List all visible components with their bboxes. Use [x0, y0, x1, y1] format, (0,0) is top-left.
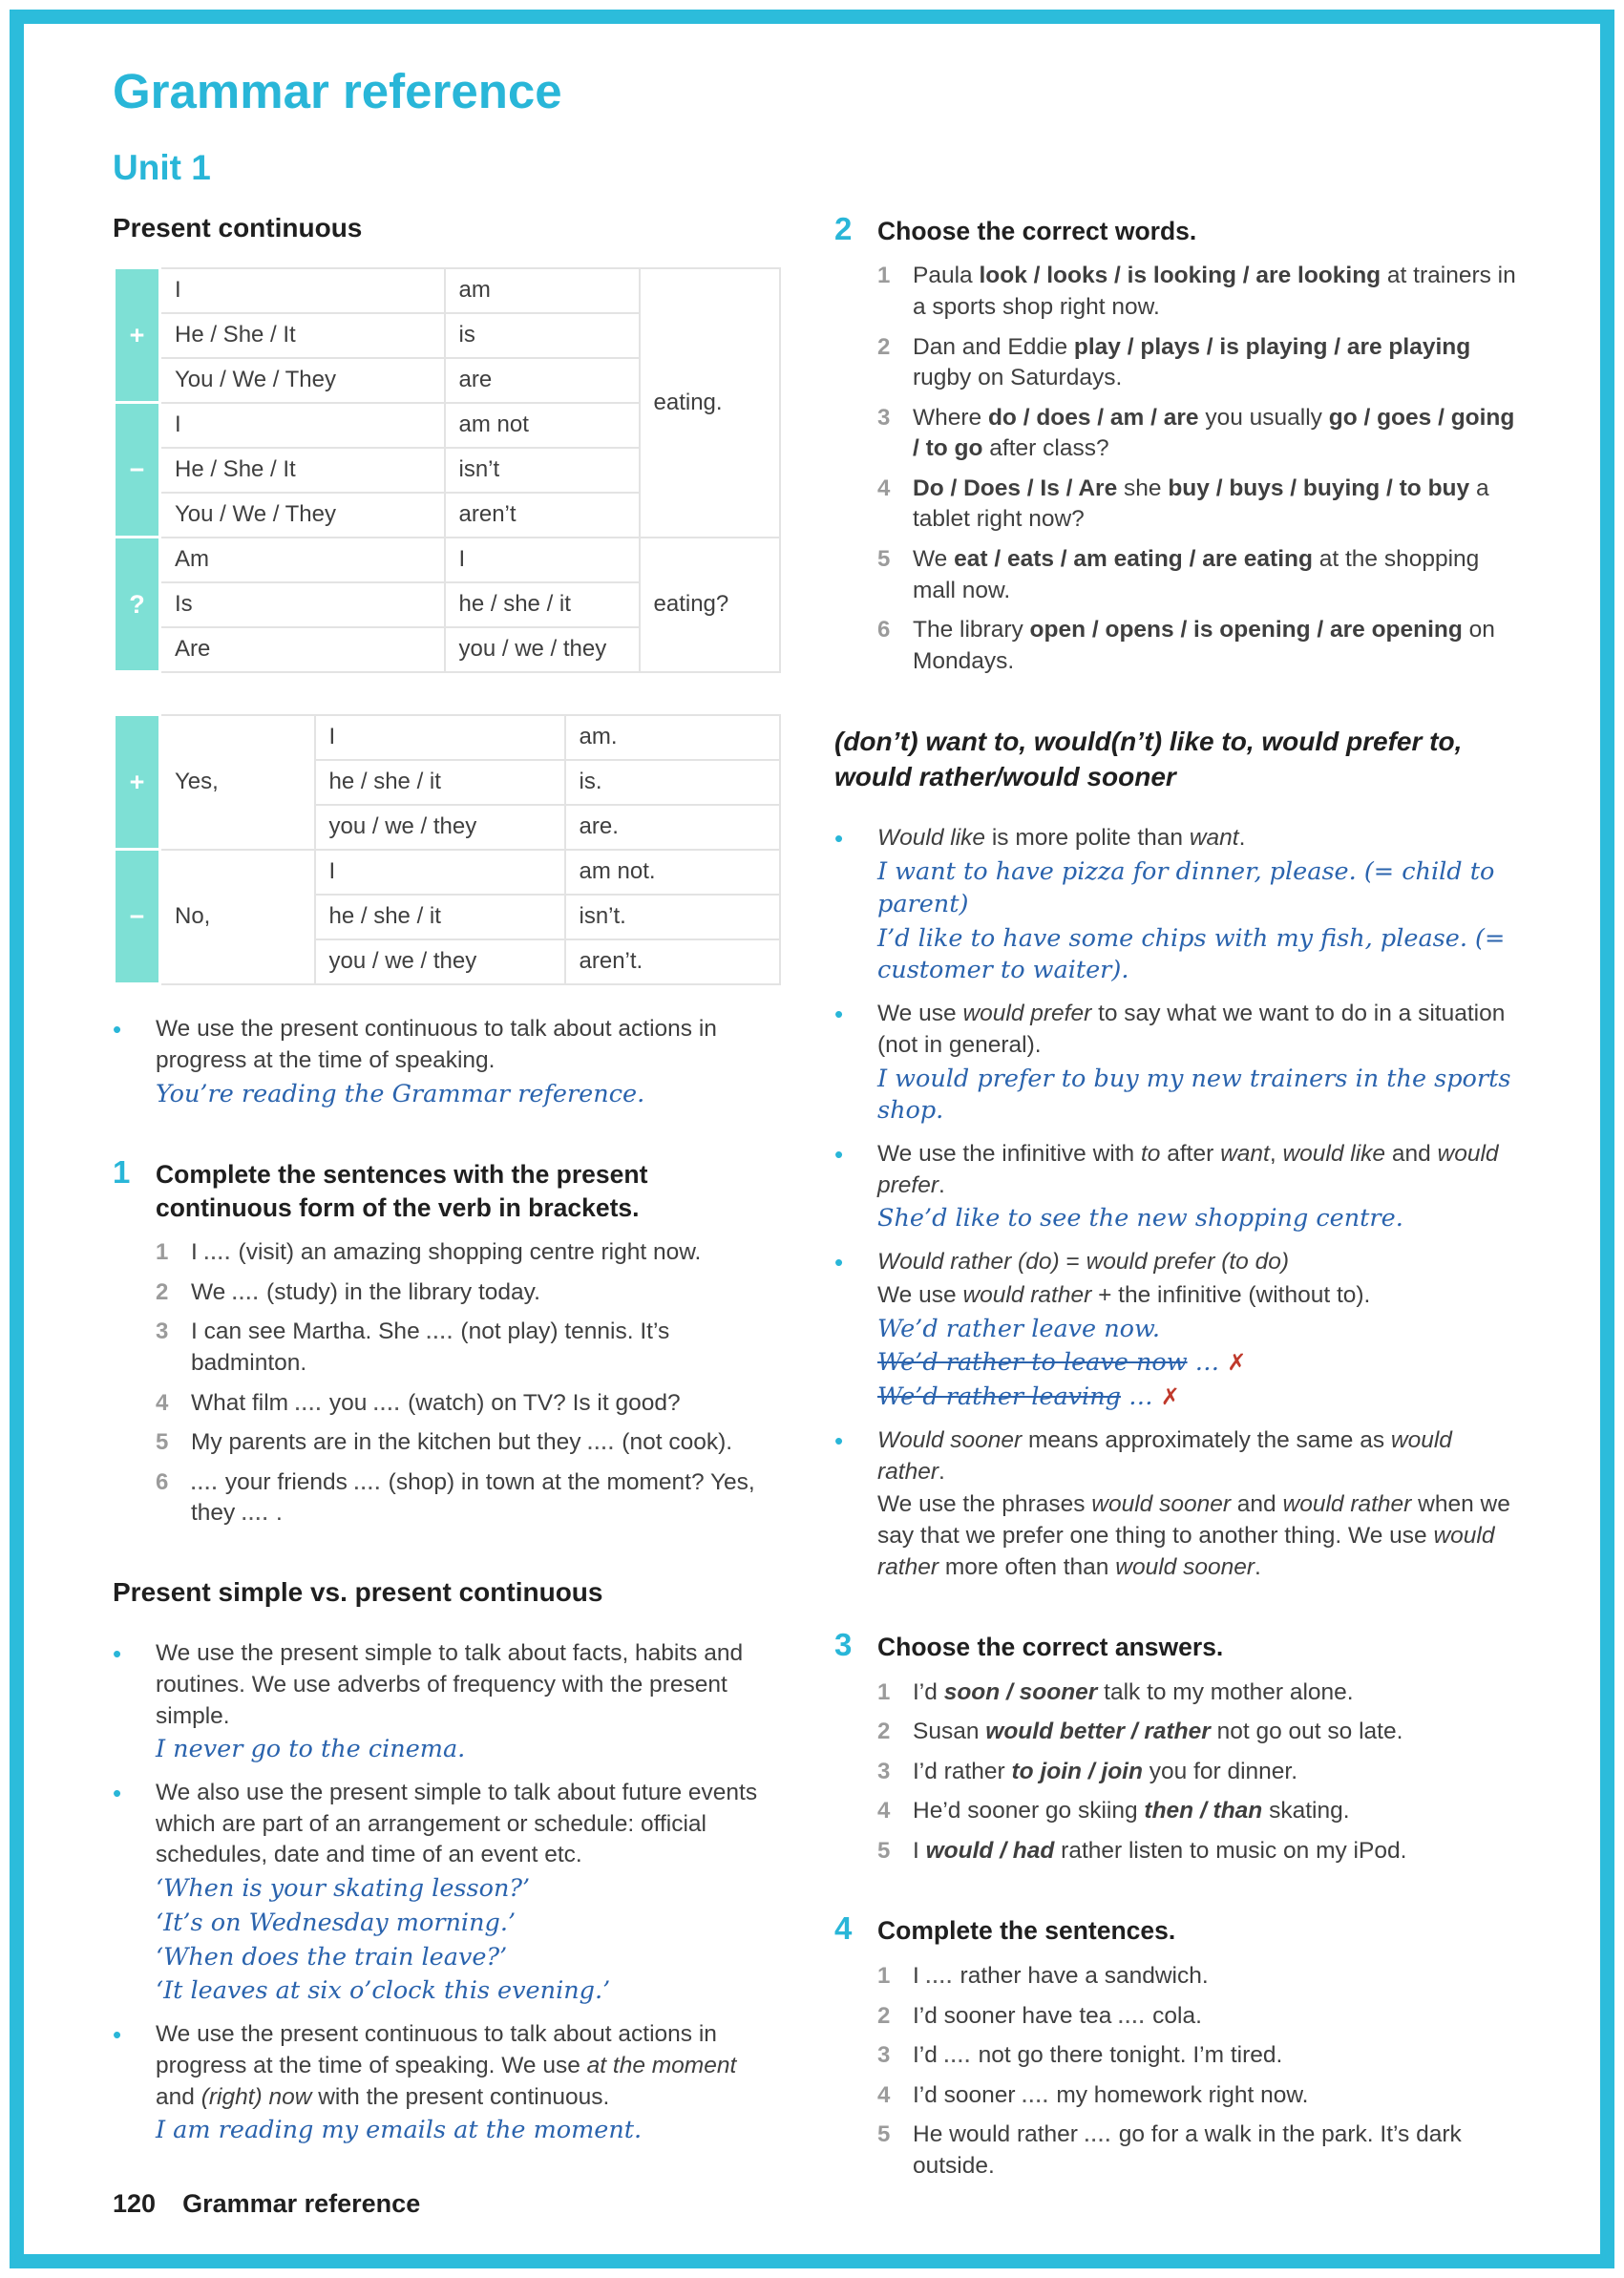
- table-cell: aren’t.: [565, 939, 781, 984]
- table-cell: I: [445, 538, 640, 582]
- footer-label: Grammar reference: [182, 2189, 421, 2218]
- section-present-simple-vs-continuous: Present simple vs. present continuous: [113, 1576, 603, 1607]
- section-present-continuous: Present continuous: [113, 213, 363, 243]
- exercise-item: 5 We eat / eats / am eating / are eating at the shopping mall now.: [877, 546, 1480, 603]
- page-number: 120: [113, 2189, 157, 2218]
- exercise-item: 5 My parents are in the kitchen but they .... (not cook).: [156, 1429, 733, 1456]
- table-row: [115, 715, 781, 760]
- note-examples: I want to have pizza for dinner, please. (= child to parent) I’d like to have some chips with my fish, please. (= customer to waiter).: [877, 856, 1506, 985]
- minus-symbol-cell: −: [115, 850, 160, 984]
- exercise-2: [834, 211, 1525, 677]
- note-examples: I never go to the cinema.: [156, 1735, 466, 1764]
- table-cell: I: [315, 850, 565, 895]
- table-cell: you / we / they: [315, 805, 565, 850]
- exercise-title: Choose the correct words.: [877, 217, 1197, 245]
- grammar-note: [834, 1425, 1525, 1583]
- exercise-number: 2: [834, 211, 853, 246]
- exercise-item: 2 Susan would better / rather not go out so late.: [877, 1719, 1403, 1745]
- table-cell: eating.: [640, 268, 781, 538]
- table-cell: You / We / They: [160, 358, 445, 403]
- exercise-item: 2 We .... (study) in the library today.: [156, 1278, 540, 1305]
- exercise-number: 3: [834, 1627, 853, 1663]
- two-column-layout: [113, 211, 1525, 2182]
- grammar-note: [834, 823, 1525, 987]
- table-cell: Are: [160, 627, 445, 672]
- grammar-notes: [834, 823, 1525, 1583]
- table-cell: is.: [565, 760, 781, 805]
- short-answers-table: [113, 713, 781, 985]
- exercise-item: 3 I’d .... not go there tonight. I’m tired.: [877, 2042, 1283, 2069]
- minus-symbol-cell: −: [115, 403, 160, 538]
- note-text: • We use the infinitive with to after want, would like and would prefer.: [877, 1141, 1499, 1198]
- grammar-note: [113, 1638, 781, 1766]
- table-cell: am: [445, 268, 640, 313]
- plus-symbol-cell: +: [115, 715, 160, 850]
- exercise-item: 4 He’d sooner go skiing then / than skating.: [877, 1798, 1350, 1825]
- table-cell: you / we / they: [315, 939, 565, 984]
- exercise-item: 4 What film .... you .... (watch) on TV? Is it good?: [156, 1389, 681, 1416]
- table-cell: Is: [160, 582, 445, 627]
- exercise-item: 5 He would rather .... go for a walk in the park. It’s dark outside.: [877, 2121, 1462, 2179]
- note-examples: You’re reading the Grammar reference.: [156, 1079, 645, 1108]
- plus-symbol-cell: +: [115, 268, 160, 403]
- exercise-item: 4 Do / Does / Is / Are she buy / buys / buying / to buy a tablet right now?: [877, 475, 1489, 533]
- exercise-items: [877, 1677, 1525, 1867]
- grammar-notes: [113, 1638, 781, 2147]
- exercise-number: 1: [113, 1154, 131, 1191]
- exercise-item: 1 I’d soon / sooner talk to my mother alone.: [877, 1678, 1354, 1705]
- table-cell: are: [445, 358, 640, 403]
- table-cell: you / we / they: [445, 627, 640, 672]
- table-cell: am.: [565, 715, 781, 760]
- page-footer: [113, 2189, 420, 2219]
- left-column: [113, 211, 781, 2147]
- page-title: Grammar reference: [113, 64, 562, 118]
- note-examples: We use the phrases would sooner and would rather when we say that we prefer one thing to another thing. We use would rather more often than would sooner.: [877, 1491, 1510, 1580]
- grammar-notes: [113, 1014, 781, 1110]
- exercise-item: 1 Paula look / looks / is looking / are looking at trainers in a sports shop right now.: [877, 263, 1516, 321]
- present-continuous-table: [113, 266, 781, 673]
- exercise-header: [834, 211, 1525, 247]
- note-text: • Would sooner means approximately the same as would rather.: [877, 1427, 1452, 1485]
- exercise-item: 2 I’d sooner have tea .... cola.: [877, 2002, 1202, 2029]
- note-examples: She’d like to see the new shopping centre.: [877, 1204, 1403, 1234]
- exercise-item: 1 I .... (visit) an amazing shopping centre right now.: [156, 1239, 702, 1266]
- table-cell: he / she / it: [315, 760, 565, 805]
- table-cell: isn’t.: [565, 895, 781, 939]
- note-text: • We also use the present simple to talk about future events which are part of an arrangement or schedule: official schedules, date and time of an event etc.: [156, 1779, 758, 1868]
- exercise-item: 6 .... your friends .... (shop) in town at the moment? Yes, they .... .: [156, 1468, 755, 1527]
- exercise-header: [113, 1154, 781, 1224]
- table-row: [115, 850, 781, 895]
- note-text: • We use the present simple to talk about facts, habits and routines. We use adverbs of frequency with the present simple.: [156, 1640, 744, 1729]
- table-row: [115, 268, 781, 313]
- grammar-note: [113, 2019, 781, 2147]
- exercise-3: [834, 1627, 1525, 1867]
- table-cell: aren’t: [445, 493, 640, 538]
- table-cell: am not.: [565, 850, 781, 895]
- table-cell: No,: [160, 850, 315, 984]
- table-cell: I: [160, 403, 445, 448]
- page-content: [113, 63, 1525, 2182]
- table-cell: He / She / It: [160, 313, 445, 358]
- table-row: [115, 538, 781, 582]
- right-column: [834, 211, 1525, 2182]
- grammar-note: [113, 1014, 781, 1110]
- table-cell: is: [445, 313, 640, 358]
- grammar-note: [834, 1247, 1525, 1414]
- exercise-number: 4: [834, 1910, 853, 1947]
- table-cell: he / she / it: [315, 895, 565, 939]
- table-cell: I: [315, 715, 565, 760]
- section-would-rather: (don’t) want to, would(n’t) like to, would prefer to, would rather/would sooner: [834, 727, 1463, 791]
- table-cell: I: [160, 268, 445, 313]
- exercise-item: 3 I’d rather to join / join you for dinner.: [877, 1758, 1298, 1784]
- table-cell: isn’t: [445, 448, 640, 493]
- exercise-title: Complete the sentences.: [877, 1916, 1176, 1946]
- exercise-item: 4 I’d sooner .... my homework right now.: [877, 2081, 1309, 2108]
- exercise-item: 2 Dan and Eddie play / plays / is playing / are playing rugby on Saturdays.: [877, 333, 1471, 391]
- exercise-title: Complete the sentences with the present continuous form of the verb in brackets.: [156, 1160, 648, 1222]
- note-text: • We use the present continuous to talk about actions in progress at the time of speaking.: [156, 1016, 717, 1073]
- exercise-item: 6 The library open / opens / is opening / are opening on Mondays.: [877, 617, 1495, 674]
- note-examples: We use would rather + the infinitive (without to). We’d rather leave now. We’d rather to leave now … ✗ We’d rather leaving … ✗: [877, 1281, 1371, 1412]
- table-cell: You / We / They: [160, 493, 445, 538]
- exercise-item: 3 Where do / does / am / are you usually go / goes / going / to go after class?: [877, 404, 1515, 462]
- exercise-header: [834, 1910, 1525, 1947]
- note-text: • Would rather (do) = would prefer (to do): [877, 1249, 1289, 1276]
- table-cell: eating?: [640, 538, 781, 672]
- note-examples: I am reading my emails at the moment.: [156, 2116, 643, 2145]
- grammar-note: [834, 999, 1525, 1128]
- exercise-items: [877, 1961, 1525, 2182]
- note-text: • We use the present continuous to talk about actions in progress at the time of speaking. We use at the moment and (right) now with the present continuous.: [156, 2021, 737, 2110]
- note-text: • Would like is more polite than want.: [877, 825, 1246, 852]
- note-examples: I would prefer to buy my new trainers in the sports shop.: [877, 1064, 1511, 1126]
- table-cell: he / she / it: [445, 582, 640, 627]
- table-cell: He / She / It: [160, 448, 445, 493]
- exercise-items: [877, 261, 1525, 677]
- unit-heading: Unit 1: [113, 148, 211, 187]
- exercise-4: [834, 1910, 1525, 2182]
- table-cell: Yes,: [160, 715, 315, 850]
- table-cell: am not: [445, 403, 640, 448]
- exercise-header: [834, 1627, 1525, 1663]
- exercise-items: [156, 1237, 781, 1529]
- exercise-1: [113, 1154, 781, 1529]
- table-cell: Am: [160, 538, 445, 582]
- grammar-note: [834, 1139, 1525, 1235]
- exercise-item: 1 I .... rather have a sandwich.: [877, 1962, 1209, 1989]
- exercise-title: Choose the correct answers.: [877, 1633, 1224, 1662]
- table-cell: are.: [565, 805, 781, 850]
- grammar-note: [113, 1778, 781, 2008]
- note-text: • We use would prefer to say what we want to do in a situation (not in general).: [877, 1001, 1506, 1058]
- note-examples: ‘When is your skating lesson?’ ‘It’s on Wednesday morning.’ ‘When does the train leave?’ ‘It leaves at six o’clock this evening.’: [156, 1873, 611, 2006]
- question-symbol-cell: ?: [115, 538, 160, 672]
- exercise-item: 3 I can see Martha. She .... (not play) tennis. It’s badminton.: [156, 1318, 670, 1377]
- exercise-item: 5 I would / had rather listen to music on my iPod.: [877, 1837, 1407, 1864]
